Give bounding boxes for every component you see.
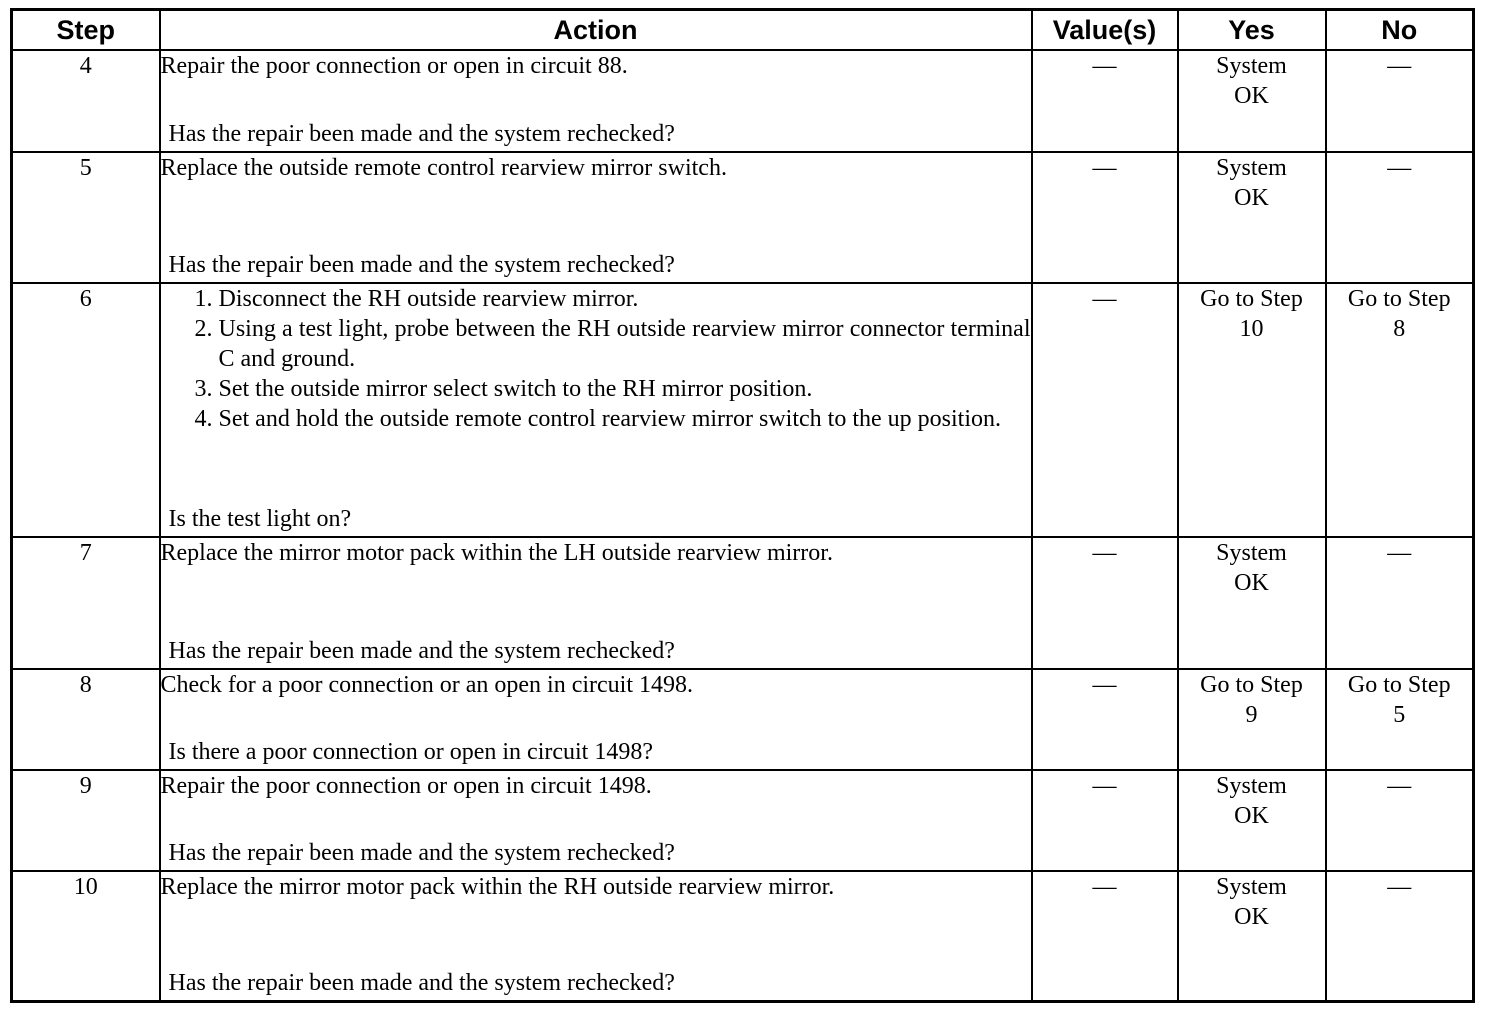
action-instruction: Check for a poor connection or an open in circuit 1498. bbox=[160, 672, 693, 698]
action-step-list bbox=[161, 284, 1031, 434]
yes-cell bbox=[1178, 669, 1326, 770]
action-instruction: Replace the mirror motor pack within the LH outside rearview mirror. bbox=[160, 540, 833, 566]
action-instruction: Replace the outside remote control rearview mirror switch. bbox=[160, 155, 727, 181]
action-question: Has the repair been made and the system rechecked? bbox=[168, 638, 675, 664]
action-instruction: Repair the poor connection or open in circuit 88. bbox=[160, 53, 628, 79]
list-item: 2. Using a test light, probe between the RH outside rearview mirror connector terminal C and ground. bbox=[219, 314, 1031, 374]
action-cell bbox=[160, 669, 1032, 770]
yes-cell bbox=[1178, 152, 1326, 283]
step-number: 9 bbox=[12, 770, 160, 871]
no-cell bbox=[1326, 537, 1474, 669]
value-cell: — bbox=[1032, 152, 1178, 283]
header-step: Step bbox=[12, 10, 160, 51]
table-row bbox=[12, 537, 1474, 669]
yes-text: System OK bbox=[1216, 540, 1287, 596]
yes-text: System OK bbox=[1216, 773, 1287, 829]
yes-text: Go to Step 10 bbox=[1200, 286, 1303, 342]
no-cell bbox=[1326, 669, 1474, 770]
action-cell bbox=[160, 537, 1032, 669]
no-text: — bbox=[1387, 773, 1412, 799]
no-text: — bbox=[1387, 155, 1412, 181]
step-number: 4 bbox=[12, 50, 160, 152]
header-row bbox=[12, 10, 1474, 51]
table-row bbox=[12, 50, 1474, 152]
yes-text: System OK bbox=[1216, 874, 1287, 930]
no-text: — bbox=[1387, 540, 1412, 566]
no-text: — bbox=[1387, 874, 1412, 900]
value-cell: — bbox=[1032, 283, 1178, 537]
value-cell: — bbox=[1032, 50, 1178, 152]
action-question: Has the repair been made and the system rechecked? bbox=[168, 121, 675, 147]
step-number: 7 bbox=[12, 537, 160, 669]
no-cell bbox=[1326, 871, 1474, 1001]
yes-text: System OK bbox=[1216, 155, 1287, 211]
yes-cell bbox=[1178, 50, 1326, 152]
step-number: 10 bbox=[12, 871, 160, 1001]
action-cell bbox=[160, 770, 1032, 871]
action-instruction: Replace the mirror motor pack within the RH outside rearview mirror. bbox=[160, 874, 835, 900]
table-row bbox=[12, 871, 1474, 1001]
action-cell bbox=[160, 152, 1032, 283]
no-text: Go to Step 5 bbox=[1347, 672, 1451, 728]
value-cell: — bbox=[1032, 871, 1178, 1001]
step-number: 6 bbox=[12, 283, 160, 537]
step-number: 5 bbox=[12, 152, 160, 283]
table-row bbox=[12, 152, 1474, 283]
header-action: Action bbox=[160, 10, 1032, 51]
value-cell: — bbox=[1032, 537, 1178, 669]
value-cell: — bbox=[1032, 770, 1178, 871]
yes-cell bbox=[1178, 871, 1326, 1001]
list-item: 1. Disconnect the RH outside rearview mirror. bbox=[219, 284, 1031, 314]
no-cell bbox=[1326, 283, 1474, 537]
value-cell: — bbox=[1032, 669, 1178, 770]
action-question: Has the repair been made and the system rechecked? bbox=[168, 969, 675, 996]
no-text: — bbox=[1387, 53, 1412, 79]
header-yes: Yes bbox=[1178, 10, 1326, 51]
yes-cell bbox=[1178, 537, 1326, 669]
table-row bbox=[12, 669, 1474, 770]
list-item: 3. Set the outside mirror select switch to the RH mirror position. bbox=[219, 374, 1031, 404]
action-question: Is the test light on? bbox=[168, 506, 352, 532]
no-cell bbox=[1326, 770, 1474, 871]
action-question: Has the repair been made and the system rechecked? bbox=[168, 252, 675, 278]
step-number: 8 bbox=[12, 669, 160, 770]
action-question: Has the repair been made and the system rechecked? bbox=[168, 840, 675, 866]
header-no: No bbox=[1326, 10, 1474, 51]
action-cell bbox=[160, 283, 1032, 537]
action-instruction: Repair the poor connection or open in circuit 1498. bbox=[160, 773, 652, 799]
no-cell bbox=[1326, 152, 1474, 283]
yes-cell bbox=[1178, 283, 1326, 537]
table-row bbox=[12, 770, 1474, 871]
yes-text: System OK bbox=[1216, 53, 1287, 109]
action-cell bbox=[160, 871, 1032, 1001]
action-cell bbox=[160, 50, 1032, 152]
header-values: Value(s) bbox=[1032, 10, 1178, 51]
no-text: Go to Step 8 bbox=[1347, 286, 1451, 342]
yes-text: Go to Step 9 bbox=[1200, 672, 1303, 728]
no-cell bbox=[1326, 50, 1474, 152]
diagnostic-table bbox=[10, 8, 1475, 1003]
list-item: 4. Set and hold the outside remote control rearview mirror switch to the up position. bbox=[219, 404, 1031, 434]
table-row bbox=[12, 283, 1474, 537]
action-question: Is there a poor connection or open in circuit 1498? bbox=[168, 739, 653, 765]
yes-cell bbox=[1178, 770, 1326, 871]
